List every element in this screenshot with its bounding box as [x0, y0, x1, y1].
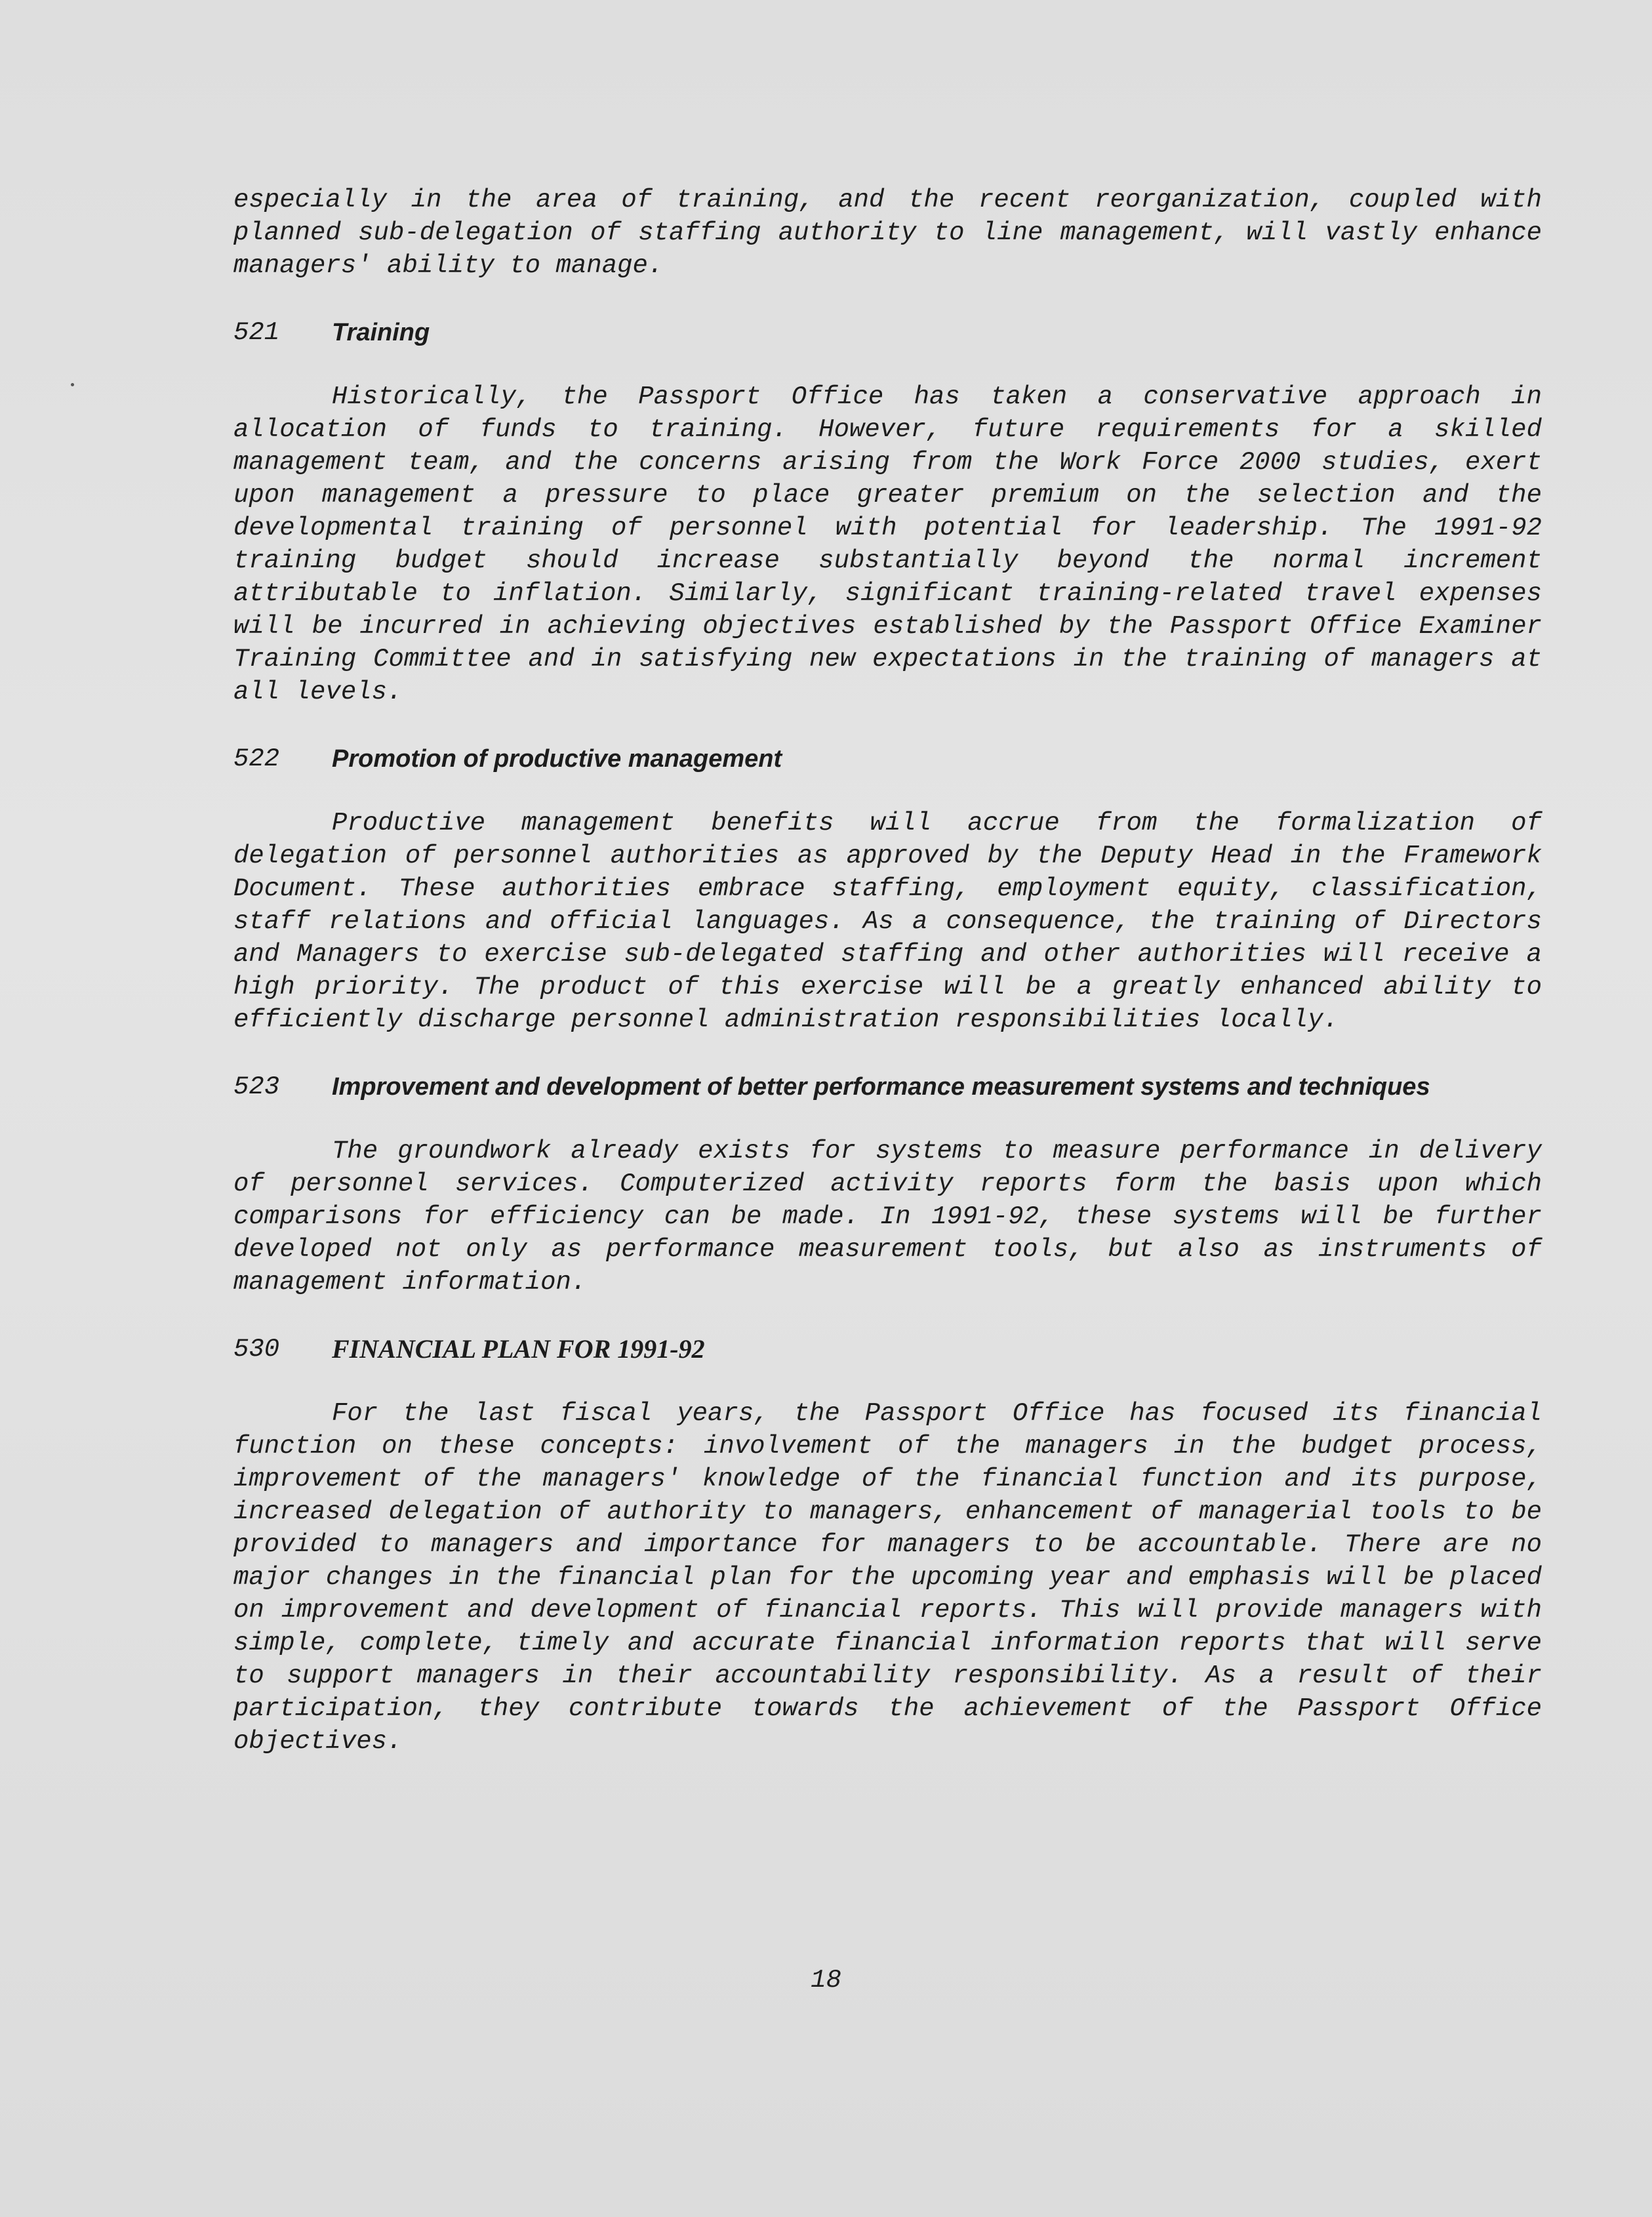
section-title: Training: [332, 319, 430, 346]
document-body: [233, 184, 1542, 1758]
section-530-heading: [233, 1333, 1542, 1366]
section-523-heading: [233, 1070, 1542, 1103]
section-number: 530: [233, 1335, 280, 1364]
scan-speck: [71, 383, 74, 386]
section-523-paragraph: The groundwork already exists for systems to measure performance in delivery of personnel services. Computerized activity reports form the basis upon which comparisons for efficiency can be made. In 1991-92, these systems will be further developed not only as performance measurement tools, but also as instruments of management information.: [233, 1137, 1542, 1297]
section-522-paragraph: Productive management benefits will accrue from the formalization of delegation of personnel authorities as approved by the Deputy Head in the Framework Document. These authorities embrace staffing, employment equity, classification, staff relations and official languages. As a consequence, the training of Directors and Managers to exercise sub-delegated staffing and other authorities will receive a high priority. The product of this exercise will be a greatly enhanced ability to efficiently discharge personnel administration responsibilities locally.: [233, 809, 1542, 1034]
section-number: 521: [233, 318, 280, 347]
section-521-paragraph: Historically, the Passport Office has taken a conservative approach in allocation of funds to training. However, future requirements for a skilled management team, and the concerns arising from the Work Force 2000 studies, exert upon management a pressure to place greater premium on the selection and the developmental training of personnel with potential for leadership. The 1991-92 training budget should increase substantially beyond the normal increment attributable to inflation. Similarly, significant training-related travel expenses will be incurred in achieving objectives established by the Passport Office Examiner Training Committee and in satisfying new expectations in the training of managers at all levels.: [233, 382, 1542, 706]
section-530-paragraph: For the last fiscal years, the Passport Office has focused its financial function on these concepts: involvement of the managers in the budget process, improvement of the managers' knowledge of the financial function and its purpose, increased delegation of authority to managers, enhancement of managerial tools to be provided to managers and importance for managers to be accountable. There are no major changes in the financial plan for the upcoming year and emphasis will be placed on improvement and development of financial reports. This will provide managers with simple, complete, timely and accurate financial information reports that will serve to support managers in their accountability responsibility. As a result of their participation, they contribute towards the achievement of the Passport Office objectives.: [233, 1399, 1542, 1756]
section-title: FINANCIAL PLAN FOR 1991-92: [332, 1334, 705, 1364]
section-522-heading: [233, 742, 1542, 775]
section-521-heading: [233, 316, 1542, 349]
section-title: Promotion of productive management: [332, 745, 782, 773]
section-number: 522: [233, 744, 280, 773]
section-number: 523: [233, 1072, 280, 1101]
intro-paragraph: especially in the area of training, and the recent reorganization, coupled with planned sub-delegation of staffing authority to line management, will vastly enhance managers' ability to manage.: [233, 186, 1542, 280]
page-number: 18: [811, 1966, 841, 1995]
section-title: Improvement and development of better performance measurement systems and techniques: [332, 1073, 1430, 1101]
